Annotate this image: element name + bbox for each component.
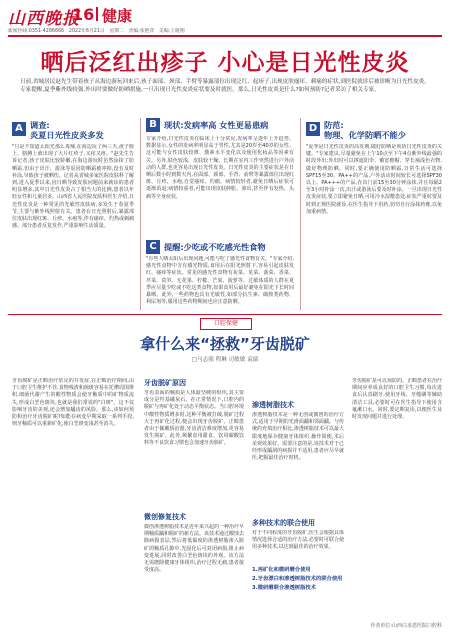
column-divider	[300, 118, 301, 310]
newspaper-logo: 山西晚报	[8, 9, 80, 29]
feature-byline: □马志强 程琳 司敏敏 袁瑞	[191, 357, 259, 363]
feature-end-text: 牙齿脱矿是可以预防的。正畸患者在治疗期间应养成良好的口腔卫生习惯,每次进食后认真刷牙,使用牙线、牙缝刷等辅助清洁工具,必要时可在医生指导下使用含氟漱口水。同时,要定期复诊,以便医生及时发现问题并进行处理。	[352, 378, 442, 421]
feature-sub1: 牙齿脱矿原因	[144, 379, 186, 387]
lead-paragraph: 日前,省城居民赵先生带着孩子从海边游玩回来后,孩子面部、颈部、手臂等暴露部位出现泛红、起疹子,出现皮肤瘙痒、刺痛的症状,到医院就诊后被诊断为日光性皮炎。专家提醒,夏季紫外线较强,外出时要做好防晒措施,一旦出现日光性皮炎症状要及时就医。那么,日光性皮炎是什么?如何预防?记者采访了相关专家。	[20, 79, 430, 93]
section-c-title: 提醒:少吃或不吃感光性食物	[164, 242, 266, 252]
feature-text1: 牙齿表面的釉质是人体最坚硬的组织,其主要成分是羟基磷灰石。在正常情况下,口腔内的脱矿与再矿化处于动态平衡状态。当口腔环境中酸性物质增多时,这种平衡被打破,脱矿过程大于再矿化过程,便会出现牙齿脱矿。正畸患者由于佩戴矫治器,牙齿清洁难度增加,更容易发生脱矿。此外,频繁食用甜食、饮用碳酸饮料等不良饮食习惯也会加速牙齿脱矿。	[144, 390, 244, 447]
treatment-list	[252, 566, 344, 593]
section-b-badge: B	[146, 118, 160, 132]
masthead	[8, 4, 442, 29]
feature-sub2: 微创修复技术	[144, 513, 186, 521]
section-d-title	[324, 120, 442, 140]
list-item: 1.再矿化和微研磨合使用	[252, 567, 311, 573]
list-item: 2.牙齿漂白和渗透树脂技术的联合使用	[252, 576, 343, 582]
feature-title: 拿什么来“拯救”牙齿脱矿	[140, 335, 310, 353]
section-d-title-line1: 防范:	[324, 120, 344, 130]
page-number: 16	[72, 5, 95, 24]
section-c-badge: C	[146, 240, 160, 254]
feature-sub4: 多种技术的联合使用	[252, 519, 315, 527]
section-b-title: 现状:发病率高 女性更易患病	[164, 120, 269, 130]
feature-text2: 微创渗透树脂技术是近年来兴起的一种治疗早期釉质龋和脱矿的新方法。该技术通过酸蚀去除病损表层,然后将低黏度的渗透树脂渗入脱矿的釉质孔隙中,光固化后可封闭病损,阻止病变进展,同时改善白垩色斑块的外观。该方法无需磨除健康牙体组织,治疗过程无痛,患者接受度高。	[144, 524, 244, 574]
feature-author: 作者单位:山西白求恩医院口腔科	[370, 623, 442, 629]
list-item: 3.微研磨联合渗透树脂技术	[252, 585, 316, 591]
section-a-title-line2: 炎夏日光性皮炎多发	[30, 130, 104, 140]
feature-intro: 牙齿脱矿是正畸治疗常见的并发症,在正畸治疗期间,由于口腔卫生维护不佳,食物残渣和菌斑容易在托槽周围堆积,细菌代谢产生的酸性物质会使牙釉质中的矿物质流失,形成白垩色斑块,也就是我们常说的"白斑"。这不仅影响牙齿的美观,还会增加龋齿的风险。那么,该如何预防和治疗牙齿脱矿呢?如能在病变早期采取一系列手段,则牙釉质可以重新矿化,使白垩斑变浅甚至消失。	[12, 378, 134, 428]
feature-sub3: 渗透树脂技术	[252, 401, 294, 409]
column-divider	[140, 118, 141, 310]
section-a-title-line1: 调查:	[30, 120, 50, 130]
page-separator	[96, 7, 98, 21]
section-a-text: "只是不知道太阳光那么毒辣,在海边玩了两三天,孩子脸上、胳膊上就出现了大片红疹子,又痒又疼。"赵先生告诉记者,孩子皮肤比较娇嫩,在海边游玩时虽然涂抹了防晒霜,但由于出汗、游泳等原因防晒霜被冲掉,没有及时补涂,导致孩子被晒伤。记者从省城多家医院皮肤科了解到,进入夏季以来,因日晒导致皮肤问题前来就诊的患者明显增多,其中日光性皮炎占了相当大的比例,患者以年轻女性和儿童居多。山西省人民医院皮肤科医生介绍,日光性皮炎是一种常见的光敏性皮肤病,多发生于春夏季节,主要与紫外线照射有关。患者在日光照射后,暴露部位皮肤出现红斑、丘疹、水疱等,伴有瘙痒、灼热或刺痛感。部分患者反复发作,严重影响生活质量。	[12, 144, 134, 230]
section-d-badge: D	[306, 122, 320, 136]
section-name: 健康	[102, 7, 133, 25]
section-d-text: "夏季是日光性皮炎的高发期,做好防晒是预防日光性皮炎的关键。"专家建议,尽量避免在上午10点至下午4点紫外线最强的时段外出;外出时可以撑遮阳伞、戴宽檐帽、穿长袖浅色衣物,做好物理防晒。同时,要正确使用防晒霜,日常生活可选择SPF15至30、PA++的产品,户外活动时间较长可选择SPF30以上、PA+++的产品,在出门前15至30分钟涂抹,并且每隔2至3小时补涂一次,出汗或游泳后要及时补涂。一旦出现日光性皮炎症状,要立即避免日晒,可用冷水湿敷患处,症状严重时要及时到正规医院就诊,在医生指导下用药,切勿自行涂抹药膏,以免加重病情。	[306, 144, 442, 215]
feature-rule	[8, 314, 442, 315]
main-headline: 晒后泛红出疹子 小心是日光性皮炎	[40, 50, 410, 76]
section-d-title-line2: 物理、化学防晒不能少	[324, 130, 406, 140]
edition-info: 新闻热线:0351-4286666 2022年6月21日 星期二 责编:张艳萍 美编:王晓翔	[8, 29, 185, 34]
section-b-text: 专家介绍,日光性皮炎在临床上十分常见,发病率呈逐年上升趋势。数据显示,女性的发病率明显高于男性,尤其是20岁至40岁的女性。这可能与女性皮肤较薄、激素水平变化以及使用化妆品等因素有关。另外,肤色较浅、皮肤较干燥、长期在室内工作突然进行户外活动的人群,也更容易出现日光性皮炎。日光性皮炎的主要症状是在日晒后数小时到数天内,在面部、颈部、手背、前臂等暴露部位出现红斑、丘疹、水疱,自觉瘙痒、灼痛。病情较轻者,避免日晒后症状可逐渐消退;病情较重者,可能出现皮肤肿胀、渗出,甚至伴有发热、头痛等全身症状。	[146, 136, 294, 200]
column-tag: 口腔保健	[200, 318, 252, 330]
top-rule	[8, 35, 442, 37]
section-a-badge: A	[12, 122, 26, 136]
section-a-title	[30, 120, 130, 140]
feature-text3: 渗透树脂技术是一种无创或微创的治疗方式,适用于早期的光滑面龋和邻面龋。与传统的充填治疗相比,渗透树脂技术可以最大限度地保存健康牙体组织,操作简便,术后美观效果好。需要注意的是,该技术对于已经形成龋洞的病损并不适用,患者应尽早就医,把握最佳治疗时机。	[252, 412, 344, 462]
feature-text4: 对于不同程度的牙齿脱矿,医生会根据具体情况选择合适的治疗方法,必要时可联合使用多种技术,以达到最佳的治疗效果。	[252, 530, 344, 551]
section-c-text: "有些人晒太阳后出现问题,可能与吃了感光性食物有关。"专家介绍,感光性食物中含有感光物质,食用后在阳光照射下,容易引起皮肤发红、瘙痒等症状。常见的感光性食物有灰菜、苋菜、菠菜、香菜、芹菜、莴笋、无花果、柠檬、芒果、菠萝等。过敏体质的人群在夏季应尽量少吃或不吃这类食物,如果食用后最好避免在阳光下长时间暴晒。此外,一些药物也具有光敏性,如部分抗生素、磺胺类药物、利尿剂等,服用这些药物期间也应注意防晒。	[146, 256, 294, 306]
